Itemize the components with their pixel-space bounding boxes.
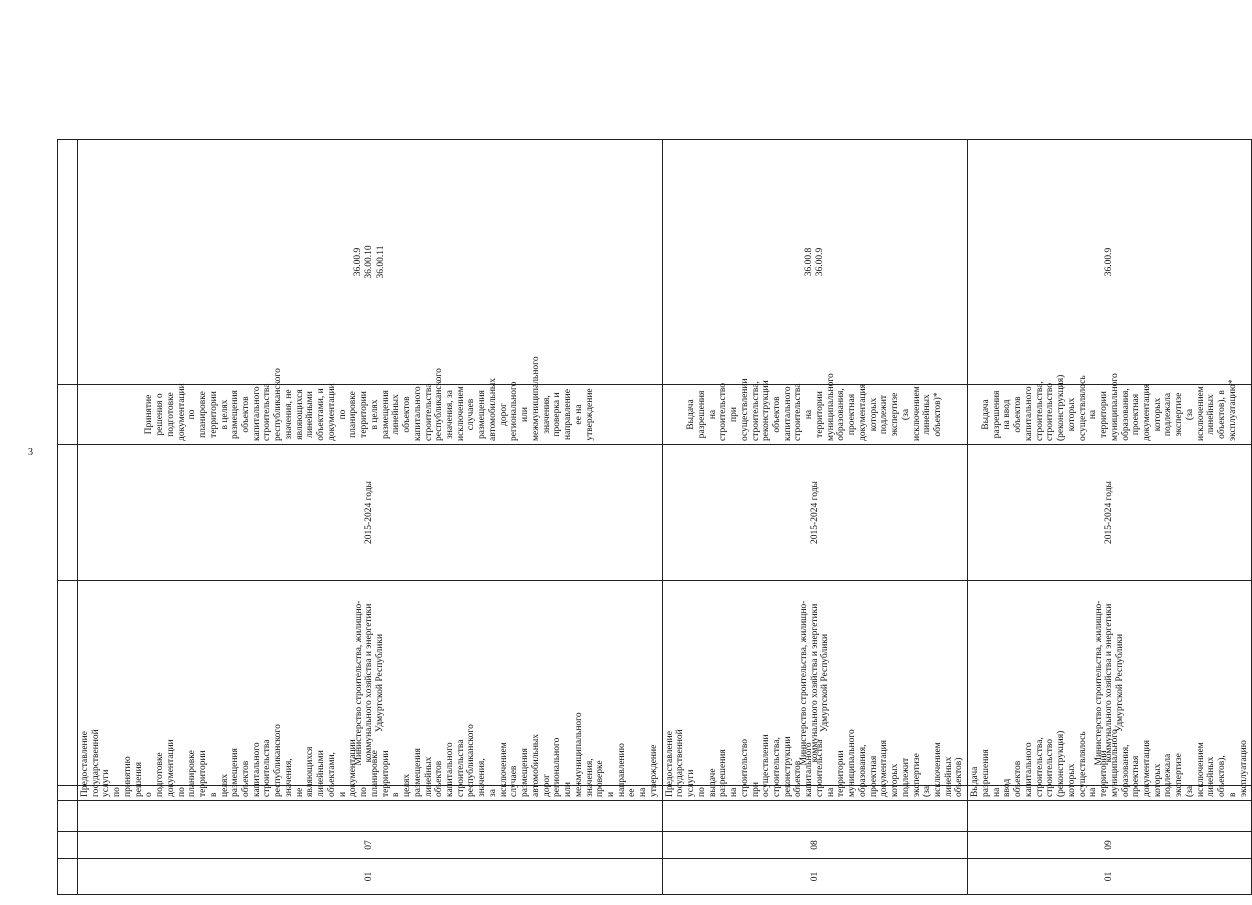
empty-cell — [968, 801, 1252, 832]
indicator-codes — [968, 140, 1252, 385]
table-row — [662, 10, 968, 895]
page-number: 3 — [28, 447, 33, 458]
indicator-code: 36.00.10 — [364, 245, 375, 279]
period: 2015-2024 годы — [78, 445, 663, 581]
code-cell-2: 01 — [78, 859, 663, 895]
action-description: Выдача разрешения на строительство при осуществлении строительства, реконструкции объектов капитального строительства на территории муниципального образования, проектная документация которых подлежит экспертизе (за исключением линейных объектов)* — [662, 385, 968, 445]
indicator-code: 36.00.8 — [803, 247, 814, 277]
code-cell-2: 01 — [968, 859, 1252, 895]
responsible-ministry: Министерство строительства, жилищно-коммунального хозяйства и энергетики Удмуртской Республики — [78, 581, 663, 786]
indicator-code: 36.00.11 — [375, 245, 386, 279]
empty-cell — [78, 801, 663, 832]
indicator-code: 36.00.9 — [352, 247, 363, 277]
action-description: Выдача разрешения на ввод объектов капитального строительства, строительство (реконструкция) которых осуществлялось на территории муниципального образования, проектная документация которых подлежала экспертизе (за исключением линейных объектов), в эксплуатацию* — [968, 385, 1252, 445]
code-cell-2: 01 — [662, 859, 968, 895]
empty-cell — [662, 801, 968, 832]
indicator-codes — [662, 140, 968, 385]
table-row — [78, 10, 663, 895]
period: 2015-2024 годы — [662, 445, 968, 581]
indicator-code: 36.00.9 — [1104, 247, 1115, 277]
responsible-ministry: Министерство строительства, жилищно-коммунального хозяйства и энергетики Удмуртской Республики — [968, 581, 1252, 786]
indicator-code: 36.00.9 — [814, 247, 825, 277]
code-cell-3: 08 — [662, 832, 968, 859]
responsible-ministry: Министерство строительства, жилищно-коммунального хозяйства и энергетики Удмуртской Республики — [662, 581, 968, 786]
service-description: Предоставление государственной услуги по принятию решения о подготовке документации по планировке территории в целях размещения объектов капитального строительства республиканского значения, не являющихся линейными объектами, и документации по планировке территории в целях размещения линейных объектов капитального строительства республиканского значения, за исключением случаев размещения автомобильных дорог регионального или межмуниципального значения, проверке и направлению ее на утверждение — [78, 786, 663, 801]
indicator-codes — [78, 140, 663, 385]
rotated-table-container — [57, 10, 1249, 895]
action-description: Принятие решения о подготовке документации по планировке территории в целях размещения объектов капитального строительства республиканского значения, не являющихся линейными объектами, и документации по планировке территории в целях размещения линейных объектов капитального строительства республиканского значения, за исключением случаев размещения автомобильных дорог регионального или межмуниципального значения, проверка и направление ее на утверждение — [78, 385, 663, 445]
service-description: Выдача разрешения на ввод объектов капитального строительства, строительство (реконструкция) которых осуществлялось на территории муниципального образования, проектная документация которых подлежала экспертизе (за исключением линейных объектов), в эксплуатацию — [968, 786, 1252, 801]
service-description: Предоставление государственной услуги по выдаче разрешения на строительство при осуществлении строительства, реконструкции объектов капитального строительства на территории муниципального образования, проектная документация которых подлежит экспертизе (за исключением линейных объектов) — [662, 786, 968, 801]
table-row — [58, 10, 78, 895]
table-row — [968, 10, 1252, 895]
services-table — [57, 9, 1252, 895]
period: 2015-2024 годы — [968, 445, 1252, 581]
code-cell-3: 07 — [78, 832, 663, 859]
code-cell-3: 09 — [968, 832, 1252, 859]
